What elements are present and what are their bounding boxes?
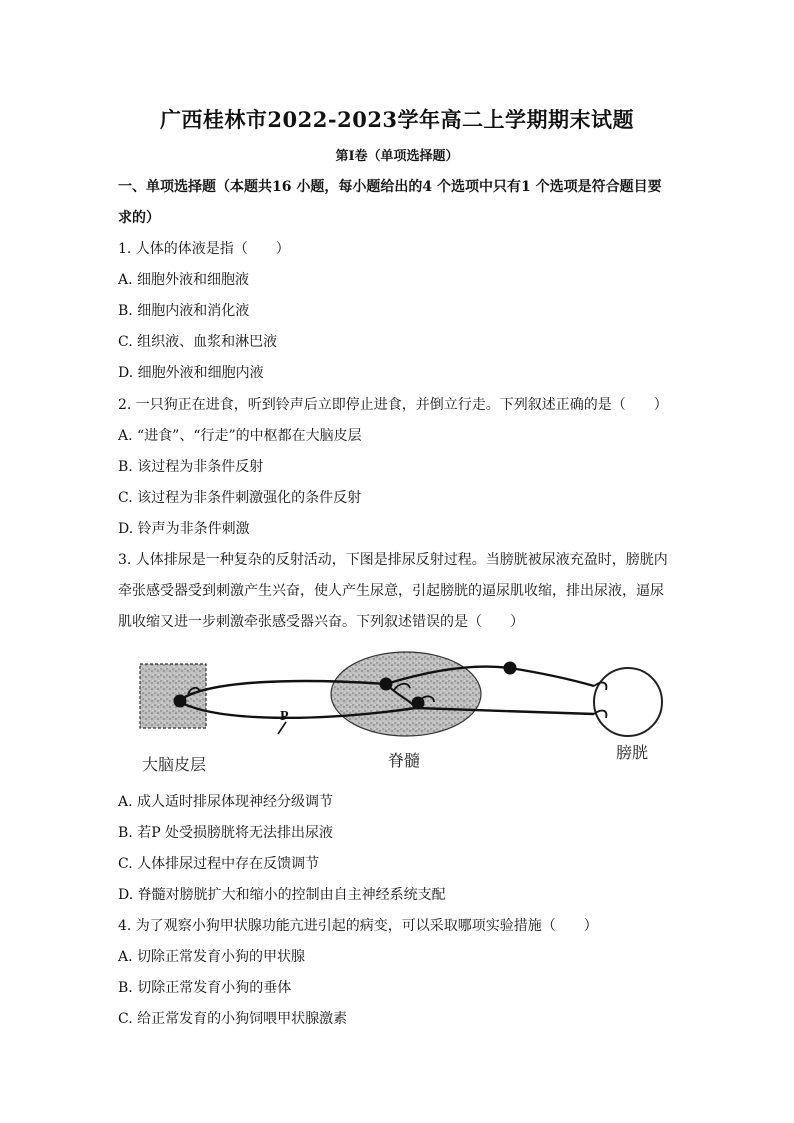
spinal-cord-ellipse xyxy=(331,652,481,736)
point-p-label: P xyxy=(280,709,289,724)
section-header-line-1: 一、单项选择题（本题共16 小题，每小题给出的4 个选项中只有1 个选项是符合题目要 xyxy=(118,179,662,195)
page-title: 广西桂林市2022-2023学年高二上学期期末试题 xyxy=(159,107,635,132)
question-4-stem: 4. 为了观察小狗甲状腺功能亢进引起的病变，可以采取哪项实验措施（ ） xyxy=(118,918,598,934)
question-1-option-a: A. 细胞外液和细胞液 xyxy=(118,272,250,288)
cerebral-cortex-label: 大脑皮层 xyxy=(142,755,207,774)
urination-reflex-diagram xyxy=(118,650,678,780)
question-3-stem-line-3: 肌收缩又进一步刺激牵张感受器兴奋。下列叙述错误的是（ ） xyxy=(118,614,524,630)
question-3-option-b: B. 若P 处受损膀胱将无法排出尿液 xyxy=(118,825,334,841)
question-3-stem-line-2: 牵张感受器受到刺激产生兴奋，使人产生尿意，引起膀胱的逼尿肌收缩，排出尿液，逼尿 xyxy=(118,583,664,599)
question-3-option-c: C. 人体排尿过程中存在反馈调节 xyxy=(118,856,320,872)
question-3-option-a: A. 成人适时排尿体现神经分级调节 xyxy=(118,794,334,810)
question-2-option-a: A. “进食”、“行走”的中枢都在大脑皮层 xyxy=(118,428,362,444)
cerebral-cortex-box xyxy=(140,664,206,728)
question-3-stem-line-1: 3. 人体排尿是一种复杂的反射活动，下图是排尿反射过程。当膀胱被尿液充盈时，膀胱内 xyxy=(118,552,668,568)
neuron-body-cortex xyxy=(174,695,187,708)
bladder-label: 膀胱 xyxy=(616,743,649,762)
question-4-option-b: B. 切除正常发育小狗的垂体 xyxy=(118,980,292,996)
question-1-option-c: C. 组织液、血浆和淋巴液 xyxy=(118,334,278,350)
question-1-option-b: B. 细胞内液和消化液 xyxy=(118,303,250,319)
question-1-option-d: D. 细胞外液和细胞内液 xyxy=(118,365,264,381)
spinal-cord-label: 脊髓 xyxy=(388,751,421,770)
question-2-option-d: D. 铃声为非条件刺激 xyxy=(118,521,250,537)
question-2-stem: 2. 一只狗正在进食，听到铃声后立即停止进食，并倒立行走。下列叙述正确的是（ ） xyxy=(118,397,668,413)
question-4-option-c: C. 给正常发育的小狗饲喂甲状腺激素 xyxy=(118,1011,348,1027)
bladder-circle xyxy=(594,668,662,736)
neuron-body-ganglion xyxy=(504,662,517,675)
question-4-option-a: A. 切除正常发育小狗的甲状腺 xyxy=(118,949,306,965)
question-3-option-d: D. 脊髓对膀胱扩大和缩小的控制由自主神经系统支配 xyxy=(118,887,446,903)
question-2-option-b: B. 该过程为非条件反射 xyxy=(118,459,264,475)
volume-subtitle: 第Ⅰ卷（单项选择题） xyxy=(335,149,459,164)
neuron-body-spinal-lower xyxy=(412,697,425,710)
section-header-line-2: 求的） xyxy=(118,210,160,226)
question-1-stem: 1. 人体的体液是指（ ） xyxy=(118,241,290,257)
question-2-option-c: C. 该过程为非条件刺激强化的条件反射 xyxy=(118,490,362,506)
neuron-body-spinal-upper xyxy=(380,678,393,691)
